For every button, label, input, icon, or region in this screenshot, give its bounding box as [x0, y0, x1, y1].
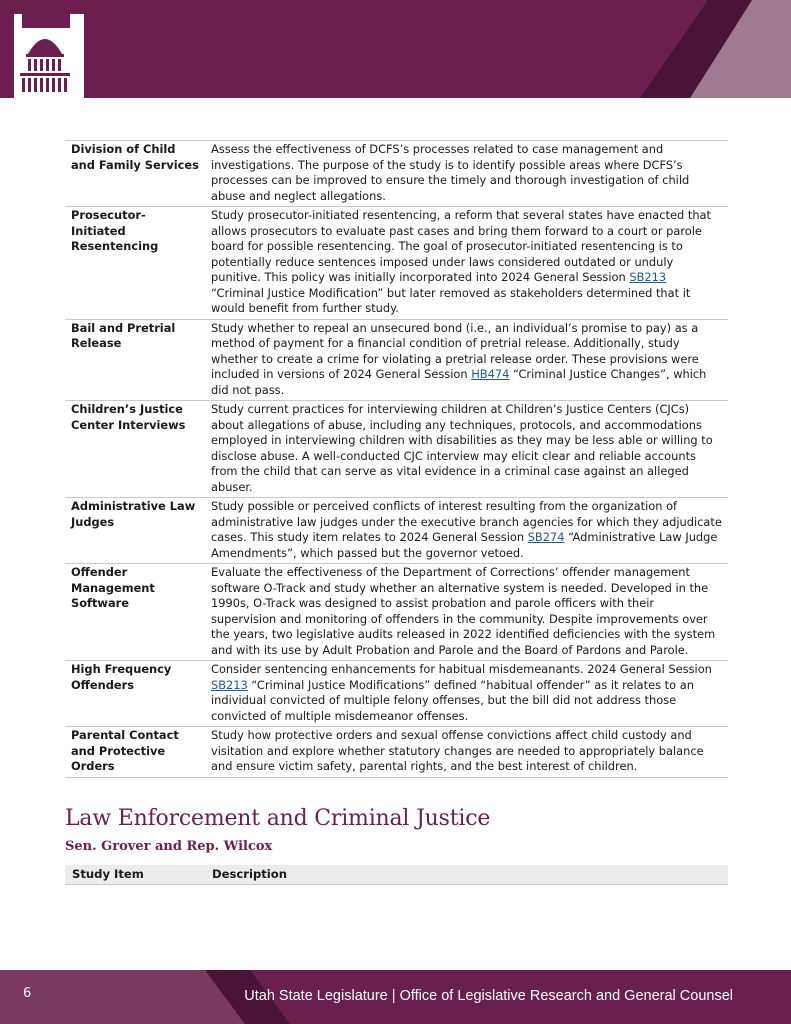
table-row	[65, 498, 728, 564]
study-items-table	[65, 140, 728, 778]
study-item-description	[205, 564, 728, 661]
table-row	[65, 564, 728, 661]
table-row	[65, 727, 728, 778]
study-item-description	[205, 498, 728, 564]
study-item-name: Division of Child and Family Services	[65, 141, 205, 207]
description-text: Study how protective orders and sexual offense convictions affect child custody and visitation and explore whether statutory changes are needed to appropriately balance and ensure victim safety, parental rights, and the best interest of children.	[211, 728, 704, 773]
table-row	[65, 401, 728, 498]
description-text: Consider sentencing enhancements for habitual misdemeanants. 2024 General Session	[211, 662, 712, 676]
column-header-study-item: Study Item	[72, 867, 144, 881]
table-row	[65, 661, 728, 727]
bill-link-sb274[interactable]: SB274	[527, 530, 565, 544]
study-item-description	[205, 141, 728, 207]
description-text: Evaluate the effectiveness of the Department of Corrections’ offender management software O-Track and study whether an alternative system is needed. Developed in the 1990s, O-Track was designed to assist probation and parole officers with their supervision and monitoring of offenders in the community. Despite improvements over the years, two legislative audits released in 2022 identified deficiencies with the system and with its use by Adult Probation and Parole and the Board of Pardons and Parole.	[211, 565, 716, 657]
study-item-name: Offender Management Software	[65, 564, 205, 661]
header-band	[0, 0, 791, 98]
study-item-name: Prosecutor-Initiated Resentencing	[65, 207, 205, 320]
bill-link-sb213[interactable]: SB213	[211, 677, 248, 692]
column-header-description: Description	[212, 867, 287, 881]
page-number: 6	[23, 986, 32, 1001]
description-text: Study whether to repeal an unsecured bond (i.e., an individual’s promise to pay) as a method of payment for a financial condition of pretrial release. Additionally, study whether to create a crime for violating a pretrial release order. These provisions were included in versions of 2024 General Session	[211, 320, 699, 381]
study-item-name: Bail and Pretrial Release	[65, 319, 205, 401]
description-text: “Criminal Justice Modification” but later removed as stakeholders determined that it would benefit from further study.	[211, 285, 691, 315]
description-text: “Administrative Law Judge Amendments”, which passed but the governor vetoed.	[211, 530, 718, 560]
study-item-description	[205, 401, 728, 498]
study-item-description	[205, 727, 728, 778]
description-text: Study possible or perceived conflicts of interest resulting from the organization of administrative law judges under the executive branch agencies for which they adjudicate cases. This study item relates to 2024 General Session	[211, 499, 722, 544]
study-item-description	[205, 661, 728, 727]
study-item-name: High Frequency Offenders	[65, 661, 205, 727]
section-title: Law Enforcement and Criminal Justice	[65, 806, 491, 831]
description-text: “Criminal Justice Changes”, which did not pass.	[211, 367, 707, 397]
study-item-name: Children’s Justice Center Interviews	[65, 401, 205, 498]
study-item-description	[205, 319, 728, 401]
study-item-name: Administrative Law Judges	[65, 498, 205, 564]
description-text: Study current practices for interviewing children at Children’s Justice Centers (CJCs) about allegations of abuse, including any techniques, protocols, and accommodations employed in interviewing children with disabilities as they may be less able or willing to disclose abuse. A well-conducted CJC interview may elicit clear and reliable accounts from the child that can serve as vital evidence in a criminal case against an alleged abuser.	[211, 402, 713, 494]
study-item-name: Parental Contact and Protective Orders	[65, 727, 205, 778]
description-text: Study prosecutor-initiated resentencing, a reform that several states have enacted that allows prosecutors to evaluate past cases and bring them forward to a court or parole board for possible resentencing. The goal of prosecutor-initiated resentencing is to potentially reduce sentences imposed under laws considered outdated or unduly punitive. This policy was initially incorporated into 2024 General Session	[211, 208, 711, 284]
bill-link-hb474[interactable]: HB474	[471, 367, 510, 381]
study-item-description	[205, 207, 728, 320]
table-row	[65, 319, 728, 401]
table-header-row	[65, 865, 728, 885]
table-row	[65, 141, 728, 207]
footer-organization: Utah State Legislature | Office of Legislative Research and General Counsel	[244, 988, 733, 1004]
section-subtitle: Sen. Grover and Rep. Wilcox	[65, 839, 273, 854]
capitol-logo-icon	[14, 14, 84, 98]
description-text: Assess the effectiveness of DCFS’s processes related to case management and investigations. The purpose of the study is to identify possible areas where DCFS’s processes can be improved to ensure the timely and thorough investigation of child abuse and neglect allegations.	[211, 142, 690, 203]
table-row	[65, 207, 728, 320]
bill-link-sb213[interactable]: SB213	[629, 270, 667, 284]
description-text: “Criminal Justice Modifications” defined “habitual offender” as it relates to an individual convicted of multiple felony offenses, but the bill did not address those convicted of multiple misdemeanor offenses.	[211, 677, 694, 723]
